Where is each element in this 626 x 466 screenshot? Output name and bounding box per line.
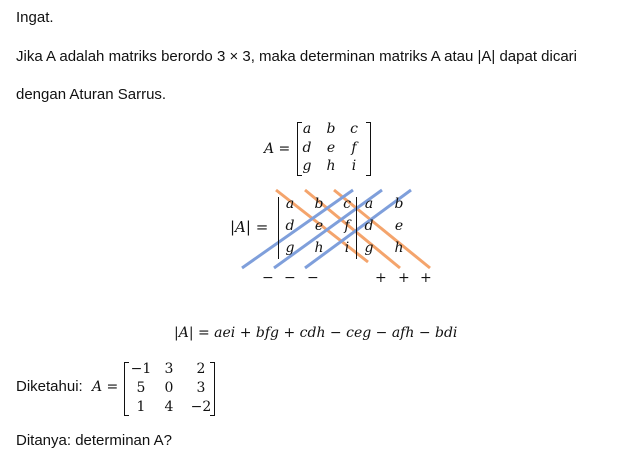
determinant-bar-left xyxy=(278,197,279,259)
sarrus-cell: a xyxy=(285,196,295,212)
sarrus-cell: f xyxy=(344,218,350,234)
sarrus-cell: g xyxy=(285,240,295,256)
intro-line-1: Jika A adalah matriks berordo 3 × 3, maka determinan matriks A atau |A| dapat dicari xyxy=(16,48,578,65)
minus-sign: − xyxy=(284,270,296,286)
sarrus-repeat-cell: a xyxy=(364,196,374,212)
determinant-bar-right xyxy=(356,197,357,259)
matrix-def-lhs: A = xyxy=(264,141,291,157)
known-cell: 1 xyxy=(136,399,146,415)
sarrus-lhs: |A| = xyxy=(230,218,269,236)
matrix-def-cell: h xyxy=(326,158,336,174)
known-cell: 4 xyxy=(164,399,174,415)
known-cell: 3 xyxy=(164,361,174,377)
known-lhs: A = xyxy=(92,379,119,395)
sarrus-repeat-cell: b xyxy=(394,196,404,212)
determinant-formula: |A| = aei + bfg + cdh − ceg − afh − bdi xyxy=(174,325,458,341)
known-cell: −1 xyxy=(130,361,152,377)
sarrus-cell: d xyxy=(285,218,295,234)
matrix-def-cell: d xyxy=(302,140,312,156)
sarrus-repeat-cell: d xyxy=(364,218,374,234)
minus-sign: − xyxy=(262,270,274,286)
matrix-def-cell: f xyxy=(351,140,357,156)
sarrus-cell: e xyxy=(314,218,324,234)
matrix-def-cell: g xyxy=(302,158,312,174)
matrix-def-cell: i xyxy=(351,158,357,174)
sarrus-repeat-cell: h xyxy=(394,240,404,256)
known-cell: 0 xyxy=(164,380,174,396)
sarrus-cell: b xyxy=(314,196,324,212)
matrix-def-cell: a xyxy=(302,121,312,137)
heading: Ingat. xyxy=(16,9,54,26)
plus-sign: + xyxy=(375,270,387,286)
minus-sign: − xyxy=(307,270,319,286)
intro-line-2: dengan Aturan Sarrus. xyxy=(16,86,167,103)
matrix-def-cell: c xyxy=(350,121,358,137)
question: Ditanya: determinan A? xyxy=(16,432,172,449)
known-cell: 2 xyxy=(196,361,206,377)
plus-sign: + xyxy=(398,270,410,286)
matrix-def-cell: e xyxy=(326,140,336,156)
sarrus-cell: h xyxy=(314,240,324,256)
sarrus-cell: c xyxy=(343,196,351,212)
known-label: Diketahui: xyxy=(16,378,83,395)
matrix-def-cell: b xyxy=(326,121,336,137)
sarrus-repeat-cell: g xyxy=(364,240,374,256)
sarrus-cell: i xyxy=(344,240,350,256)
plus-sign: + xyxy=(420,270,432,286)
known-cell: 3 xyxy=(196,380,206,396)
known-cell: 5 xyxy=(136,380,146,396)
sarrus-repeat-cell: e xyxy=(394,218,404,234)
known-cell: −2 xyxy=(190,399,212,415)
